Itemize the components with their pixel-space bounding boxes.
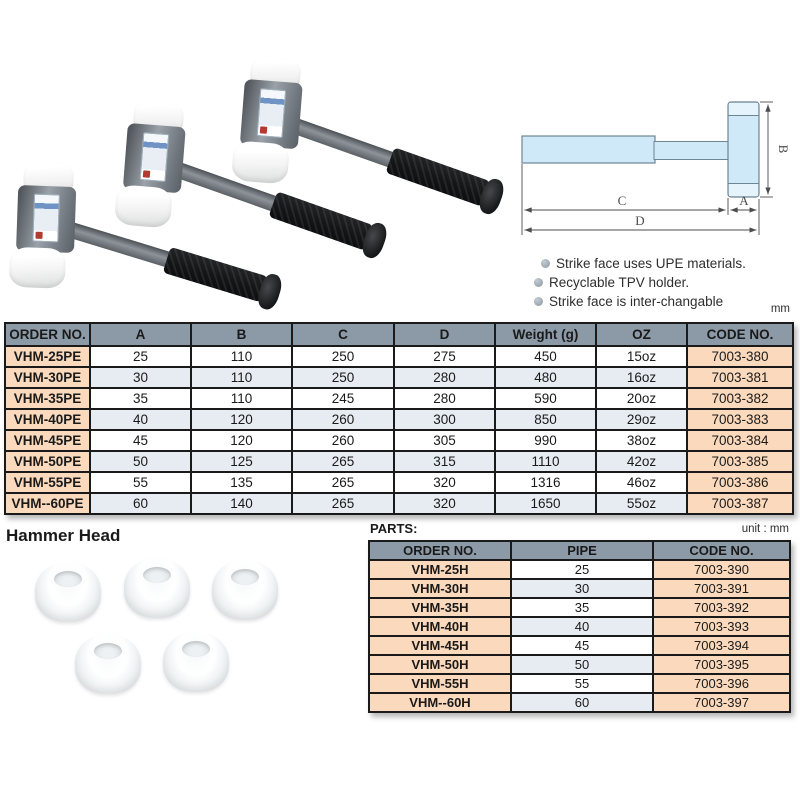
table-cell: 7003-393 (653, 617, 790, 636)
table-cell: 450 (495, 346, 596, 367)
table-cell: 7003-383 (687, 409, 793, 430)
table-row (5, 367, 793, 388)
table-cell: 1650 (495, 493, 596, 514)
hammer-head-image (75, 634, 141, 694)
table-cell: 7003-390 (653, 560, 790, 579)
table-row (5, 346, 793, 367)
feature-text: Recyclable TPV holder. (549, 275, 690, 290)
table-cell: 1316 (495, 472, 596, 493)
bullet-icon (534, 278, 543, 287)
table-cell: 7003-385 (687, 451, 793, 472)
table-cell: 275 (394, 346, 495, 367)
dimension-label-d: D (635, 213, 645, 228)
table-cell: 25 (90, 346, 191, 367)
table-cell: 7003-395 (653, 655, 790, 674)
table-cell: 7003-391 (653, 579, 790, 598)
hammer-label-sticker (140, 132, 170, 182)
table-cell: VHM-55PE (5, 472, 90, 493)
hammer-head-images (0, 548, 340, 728)
column-header: D (394, 323, 495, 346)
table-cell: 30 (511, 579, 653, 598)
table-row (5, 472, 793, 493)
table-cell: 480 (495, 367, 596, 388)
parts-section-title: PARTS: (370, 521, 418, 536)
feature-text: Strike face uses UPE materials. (556, 256, 746, 271)
table-cell: 7003-382 (687, 388, 793, 409)
diagram-strike-face-top (729, 103, 758, 115)
table-cell: 7003-396 (653, 674, 790, 693)
table-cell: 245 (292, 388, 394, 409)
spec-table (4, 322, 794, 515)
dimension-label-a: A (739, 193, 749, 208)
table-cell: 55oz (596, 493, 687, 514)
table-cell: VHM-40H (369, 617, 511, 636)
diagram-handle (522, 136, 655, 163)
feature-item (541, 256, 794, 272)
hammer-head-group (226, 54, 314, 186)
table-cell: 110 (191, 367, 292, 388)
table-row (5, 430, 793, 451)
table-cell: 265 (292, 451, 394, 472)
hammer-head-image (124, 558, 190, 618)
hammer-head-dimple (94, 643, 122, 659)
table-row (369, 636, 790, 655)
table-row (369, 674, 790, 693)
table-cell: 590 (495, 388, 596, 409)
table-cell: 35 (90, 388, 191, 409)
table-cell: 30 (90, 367, 191, 388)
hammer-head-dimple (231, 569, 259, 585)
hammer-head-image (163, 632, 229, 692)
hammer-white-face (114, 184, 173, 228)
dimension-label-b: B (776, 144, 791, 154)
parts-table-body (369, 560, 790, 712)
hammer-head-group (4, 161, 86, 290)
bullet-icon (534, 297, 543, 306)
product-photo-hammers (0, 0, 520, 318)
table-cell: 320 (394, 493, 495, 514)
column-header: Weight (g) (495, 323, 596, 346)
table-cell: 45 (90, 430, 191, 451)
table-cell: 40 (511, 617, 653, 636)
table-cell: 1110 (495, 451, 596, 472)
table-cell: 300 (394, 409, 495, 430)
table-cell: 265 (292, 493, 394, 514)
column-header: CODE NO. (687, 323, 793, 346)
header-row (369, 541, 790, 560)
column-header: ORDER NO. (5, 323, 90, 346)
table-cell: 50 (511, 655, 653, 674)
table-cell: 140 (191, 493, 292, 514)
table-row (369, 655, 790, 674)
hammer-label-sticker (32, 194, 60, 243)
table-cell: 7003-381 (687, 367, 793, 388)
table-cell: VHM-30PE (5, 367, 90, 388)
parts-table (368, 540, 791, 713)
hammer-head-dimple (143, 567, 171, 583)
table-cell: 20oz (596, 388, 687, 409)
hammer-head-section-title: Hammer Head (6, 526, 121, 545)
table-row (5, 409, 793, 430)
dimension-diagram (500, 85, 800, 240)
hammer-head-body (123, 123, 186, 193)
table-cell: VHM--60PE (5, 493, 90, 514)
column-header: B (191, 323, 292, 346)
table-row (5, 493, 793, 514)
hammer-head-dimple (54, 571, 82, 587)
column-header: A (90, 323, 191, 346)
hammer-head-body (240, 79, 303, 149)
column-header: OZ (596, 323, 687, 346)
table-cell: 7003-387 (687, 493, 793, 514)
table-cell: 280 (394, 388, 495, 409)
dimension-B (760, 102, 773, 197)
table-cell: 120 (191, 430, 292, 451)
table-cell: 55 (511, 674, 653, 693)
parts-table-header (369, 541, 790, 560)
table-cell: 16oz (596, 367, 687, 388)
spec-table-body (5, 346, 793, 514)
table-cell: 135 (191, 472, 292, 493)
hammer-head-body (16, 185, 76, 253)
table-cell: 50 (90, 451, 191, 472)
table-cell: 110 (191, 388, 292, 409)
spec-table-header (5, 323, 793, 346)
hammer-white-face (9, 247, 66, 289)
hammer-head-image (35, 562, 101, 622)
table-cell: VHM-25PE (5, 346, 90, 367)
dimension-label-c: C (617, 193, 627, 208)
table-cell: 7003-392 (653, 598, 790, 617)
hammer-head-dimple (182, 641, 210, 657)
table-cell: 260 (292, 409, 394, 430)
table-cell: VHM-50PE (5, 451, 90, 472)
table-cell: 7003-397 (653, 693, 790, 712)
column-header: ORDER NO. (369, 541, 511, 560)
hammer-white-face (231, 140, 290, 184)
table-cell: VHM-35H (369, 598, 511, 617)
feature-text: Strike face is inter-changable (549, 294, 724, 309)
table-cell: 40 (90, 409, 191, 430)
table-cell: VHM--60H (369, 693, 511, 712)
table-cell: 60 (511, 693, 653, 712)
hammer-label-sticker (257, 88, 287, 138)
hammer-grip (385, 147, 490, 206)
table-row (5, 451, 793, 472)
table-row (369, 598, 790, 617)
table-cell: 320 (394, 472, 495, 493)
table-cell: VHM-30H (369, 579, 511, 598)
table-row (5, 388, 793, 409)
table-cell: VHM-25H (369, 560, 511, 579)
column-header: PIPE (511, 541, 653, 560)
table-cell: 125 (191, 451, 292, 472)
column-header: C (292, 323, 394, 346)
table-cell: 990 (495, 430, 596, 451)
table-cell: 46oz (596, 472, 687, 493)
table-cell: 45 (511, 636, 653, 655)
table-cell: 55 (90, 472, 191, 493)
table-cell: 260 (292, 430, 394, 451)
table-cell: 60 (90, 493, 191, 514)
table-cell: 7003-384 (687, 430, 793, 451)
table-cell: VHM-40PE (5, 409, 90, 430)
column-header: CODE NO. (653, 541, 790, 560)
table-cell: VHM-50H (369, 655, 511, 674)
table-row (369, 579, 790, 598)
table-cell: 29oz (596, 409, 687, 430)
table-cell: 280 (394, 367, 495, 388)
table-cell: 250 (292, 367, 394, 388)
diagram-head (728, 102, 759, 197)
bullet-icon (541, 259, 550, 268)
table-cell: 120 (191, 409, 292, 430)
table-cell: VHM-55H (369, 674, 511, 693)
table-cell: 7003-394 (653, 636, 790, 655)
diagram-shaft (654, 142, 729, 160)
table-row (369, 693, 790, 712)
table-cell: 15oz (596, 346, 687, 367)
table-cell: 7003-386 (687, 472, 793, 493)
feature-item (534, 275, 794, 291)
table-row (369, 617, 790, 636)
table-cell: 850 (495, 409, 596, 430)
hammer-head-group (109, 98, 197, 230)
table-cell: VHM-45H (369, 636, 511, 655)
table-cell: 110 (191, 346, 292, 367)
table-cell: 42oz (596, 451, 687, 472)
table-row (369, 560, 790, 579)
table-cell: 250 (292, 346, 394, 367)
table-cell: 38oz (596, 430, 687, 451)
header-row (5, 323, 793, 346)
hammer-head-image (212, 560, 278, 620)
unit-label-mm: mm (770, 303, 790, 315)
table-cell: 25 (511, 560, 653, 579)
table-cell: 305 (394, 430, 495, 451)
table-cell: 315 (394, 451, 495, 472)
table-cell: VHM-45PE (5, 430, 90, 451)
table-cell: 7003-380 (687, 346, 793, 367)
table-cell: 265 (292, 472, 394, 493)
table-cell: VHM-35PE (5, 388, 90, 409)
parts-unit-label: unit : mm (741, 523, 789, 535)
table-cell: 35 (511, 598, 653, 617)
